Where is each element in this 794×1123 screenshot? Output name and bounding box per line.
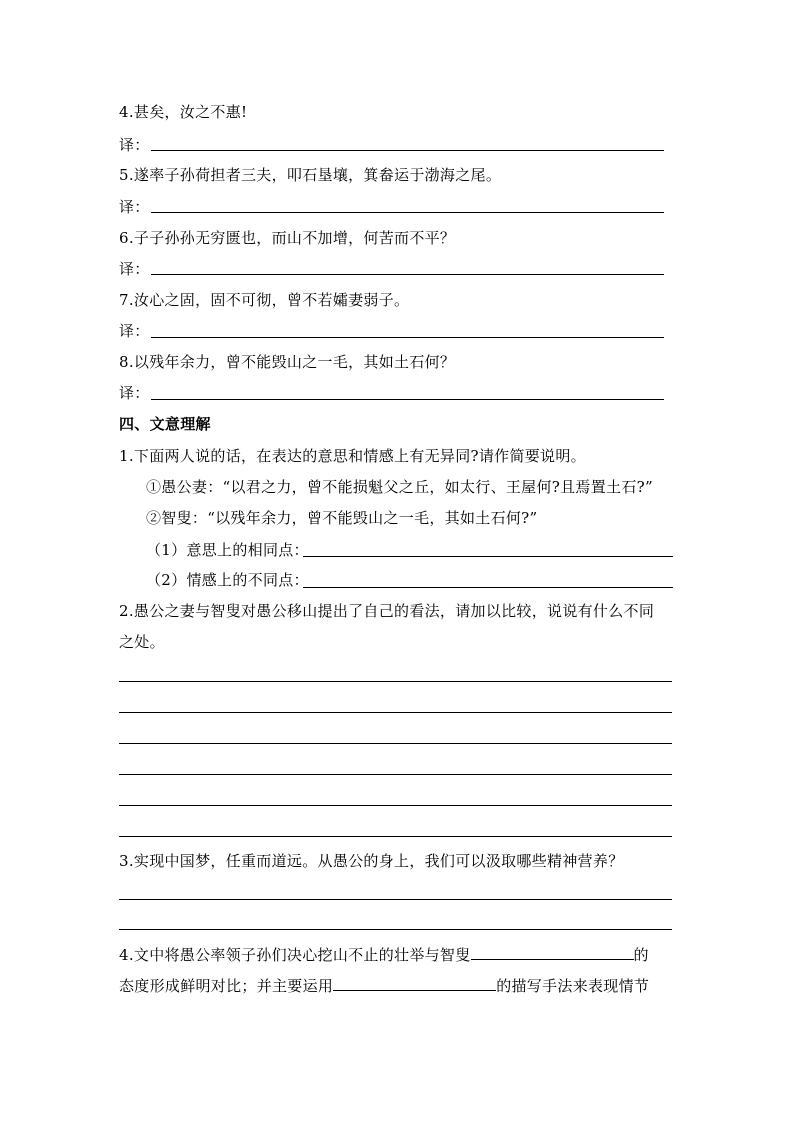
- answer-line-4[interactable]: [151, 150, 664, 151]
- sentence-5: 5.遂率子孙荷担者三夫，叩石垦壤，箕畚运于渤海之尾。: [119, 166, 502, 184]
- question-3: 3.实现中国梦，任重而道远。从愚公的身上，我们可以汲取哪些精神营养？: [119, 852, 624, 870]
- q2-answer-line-2[interactable]: [119, 712, 672, 713]
- question-1: 1.下面两人说的话，在表达的意思和情感上有无异同?请作简要说明。: [119, 447, 586, 465]
- q4-blank-technique[interactable]: [333, 976, 496, 991]
- q2-answer-line-6[interactable]: [119, 836, 672, 837]
- sentence-4: 4.甚矣，汝之不惠!: [119, 103, 248, 121]
- question-4-line-1: [119, 945, 649, 965]
- translate-label-4: 译：: [119, 136, 150, 154]
- q4-text-part1: 4.文中将愚公率领子孙们决心挖山不止的壮举与智叟: [119, 946, 471, 964]
- q4-blank-attitude[interactable]: [471, 945, 634, 960]
- section-heading: 四、文意理解: [119, 415, 211, 433]
- q3-answer-line-2[interactable]: [119, 929, 672, 930]
- answer-line-7[interactable]: [151, 337, 664, 338]
- question-2-line-1: 2.愚公之妻与智叟对愚公移山提出了自己的看法，请加以比较，说说有什么不同: [119, 602, 655, 620]
- quote-wife: ①愚公妻：“以君之力，曾不能损魁父之丘，如太行、王屋何?且焉置土石?”: [146, 478, 653, 496]
- sentence-8: 8.以残年余力，曾不能毁山之一毛，其如土石何？: [119, 353, 456, 371]
- answer-line-5[interactable]: [151, 212, 664, 213]
- difference-answer-line[interactable]: [303, 587, 673, 588]
- translate-label-8: 译：: [119, 384, 150, 402]
- q4-text-part4: 的描写手法来表现情节: [496, 977, 650, 995]
- translate-label-6: 译：: [119, 260, 150, 278]
- q2-answer-line-1[interactable]: [119, 681, 672, 682]
- translate-label-5: 译：: [119, 198, 150, 216]
- answer-line-8[interactable]: [151, 399, 664, 400]
- translate-label-7: 译：: [119, 322, 150, 340]
- quote-zhisou: ②智叟：“以残年余力，曾不能毁山之一毛，其如土石何?”: [146, 509, 538, 527]
- q2-answer-line-3[interactable]: [119, 743, 672, 744]
- sub-question-difference: （2）情感上的不同点：: [146, 571, 309, 589]
- answer-line-6[interactable]: [151, 274, 664, 275]
- q2-answer-line-4[interactable]: [119, 774, 672, 775]
- question-2-line-2: 之处。: [119, 633, 165, 651]
- sentence-7: 7.汝心之固，固不可彻，曾不若孀妻弱子。: [119, 291, 410, 309]
- q4-text-part2: 的: [633, 946, 649, 964]
- q4-text-part3: 态度形成鲜明对比；并主要运用: [119, 977, 334, 995]
- question-4-line-2: [119, 976, 649, 996]
- similarity-answer-line[interactable]: [303, 556, 673, 557]
- q3-answer-line-1[interactable]: [119, 899, 672, 900]
- sentence-6: 6.子子孙孙无穷匮也，而山不加增，何苦而不平？: [119, 229, 456, 247]
- sub-question-similarity: （1）意思上的相同点：: [146, 541, 309, 559]
- q2-answer-line-5[interactable]: [119, 805, 672, 806]
